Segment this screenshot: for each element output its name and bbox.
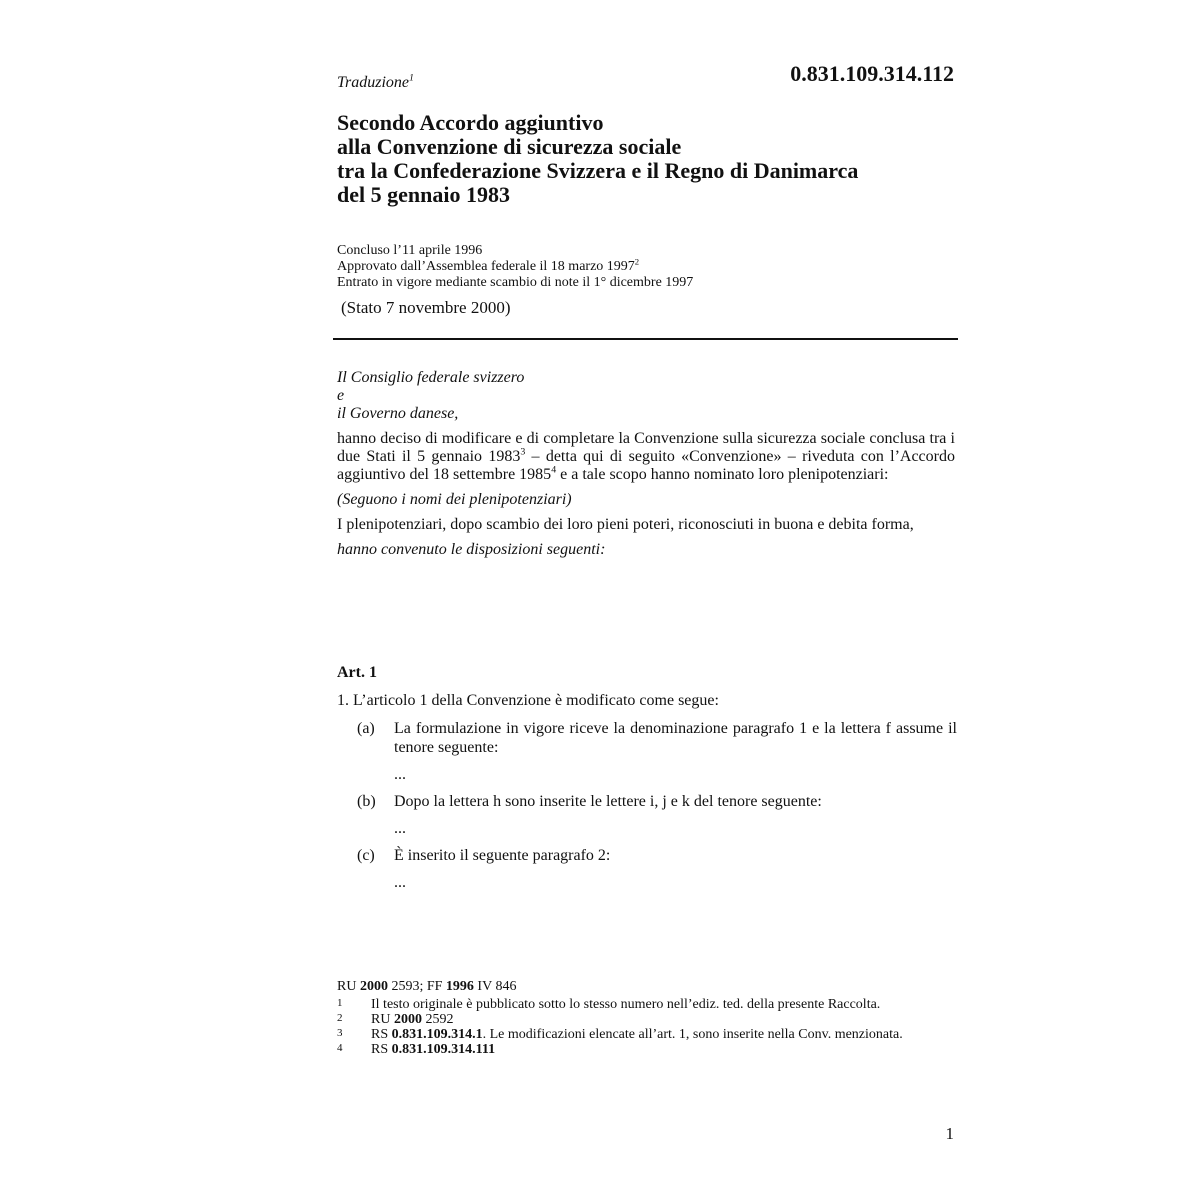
approved-text: Approvato dall’Assemblea federale il 18 marzo 1997 — [337, 259, 635, 274]
footnote-ref-2[interactable]: 2 — [634, 256, 640, 267]
ref-ru-year: 2000 — [359, 979, 388, 994]
footnote-number: 1 — [337, 997, 343, 1009]
footnote-text: RS — [371, 1027, 392, 1042]
footnote-ref-link[interactable]: 0.831.109.314.1 — [391, 1027, 483, 1042]
page-number: 1 — [945, 1124, 954, 1143]
footnotes — [337, 979, 937, 1057]
official-reference — [337, 979, 937, 994]
footnote-ref-1[interactable]: 1 — [409, 72, 414, 84]
article-1 — [337, 663, 957, 892]
title-line-1: Secondo Accordo aggiuntivo — [337, 110, 604, 135]
item-ellipsis: ... — [394, 766, 406, 783]
party-swiss: Il Consiglio federale svizzero — [337, 369, 525, 386]
footnote-ref-link[interactable]: 0.831.109.314.111 — [391, 1042, 496, 1057]
item-label: (b) — [357, 793, 376, 810]
approved-date — [337, 256, 693, 275]
footnote-ref-link[interactable]: 2000 — [393, 1012, 422, 1027]
preamble-decision — [337, 430, 955, 484]
footnote-ref-3[interactable]: 3 — [520, 446, 526, 458]
item-text: Dopo la lettera h sono inserite le lettere i, j e k del tenore seguente: — [394, 793, 822, 810]
title-line-3: tra la Confederazione Svizzera e il Regno di Danimarca — [337, 158, 859, 183]
article-title: Art. 1 — [337, 664, 377, 681]
article-intro: 1. L’articolo 1 della Convenzione è modificato come segue: — [337, 692, 719, 709]
article-item-a — [357, 719, 957, 757]
concluded-date: Concluso l’11 aprile 1996 — [337, 243, 483, 258]
in-force-date: Entrato in vigore mediante scambio di note il 1° dicembre 1997 — [337, 275, 694, 290]
footnote-2 — [337, 1012, 937, 1027]
document-metadata — [337, 243, 693, 291]
footnote-number: 3 — [337, 1027, 343, 1039]
footnote-3 — [337, 1027, 937, 1042]
translation-label — [337, 74, 414, 92]
decision-text-c: e a tale scopo hanno nominato loro plenipotenziari: — [556, 466, 889, 483]
ref-ff-year: 1996 — [445, 979, 474, 994]
item-ellipsis: ... — [394, 820, 406, 837]
item-ellipsis: ... — [394, 874, 406, 891]
decision-text-b: – detta qui di seguito «Convenzione» – riveduta con l’Accordo aggiuntivo del 18 settembre 1985 — [337, 448, 955, 483]
agreed-provisions: hanno convenuto le disposizioni seguenti: — [337, 541, 606, 558]
item-label: (a) — [357, 720, 375, 737]
footnote-1 — [337, 997, 937, 1012]
translation-text: Traduzione — [337, 74, 410, 91]
item-label: (c) — [357, 847, 375, 864]
item-text: La formulazione in vigore riceve la denominazione paragrafo 1 e la lettera f assume il tenore seguente: — [394, 720, 957, 756]
footnote-text: . Le modificazioni elencate all’art. 1, sono inserite nella Conv. menzionata. — [482, 1027, 903, 1042]
sr-number: 0.831.109.314.112 — [790, 61, 954, 86]
title-line-4: del 5 gennaio 1983 — [337, 182, 510, 207]
footnote-text: 2592 — [421, 1012, 454, 1027]
footnote-number: 4 — [337, 1042, 343, 1054]
footnote-text: RS — [371, 1042, 392, 1057]
item-text: È inserito il seguente paragrafo 2: — [394, 847, 611, 864]
plenipotentiaries-powers: I plenipotenziari, dopo scambio dei loro pieni poteri, riconosciuti in buona e debita forma, — [337, 516, 914, 533]
footnote-text: RU — [371, 1012, 394, 1027]
decision-text-a: hanno deciso di modificare e di completare la Convenzione sulla sicurezza sociale conclusa tra i due Stati il 5 gennaio 1983 — [337, 430, 955, 465]
status-date: (Stato 7 novembre 2000) — [341, 298, 511, 317]
party-danish: il Governo danese, — [337, 405, 459, 422]
preamble — [337, 369, 955, 559]
title-line-2: alla Convenzione di sicurezza sociale — [337, 134, 682, 159]
article-item-b — [357, 792, 957, 811]
footnote-4 — [337, 1042, 937, 1057]
document-title — [337, 111, 858, 207]
footnote-number: 2 — [337, 1012, 343, 1024]
footnote-text: Il testo originale è pubblicato sotto lo stesso numero nell’ediz. ted. della presente Raccolta. — [371, 997, 881, 1012]
ref-ru-label: RU — [337, 979, 360, 994]
ref-ru-page: 2593; FF — [387, 979, 446, 994]
article-item-c — [357, 846, 957, 865]
plenipotentiaries-names: (Seguono i nomi dei plenipotenziari) — [337, 491, 572, 508]
divider — [333, 338, 958, 340]
conjunction: e — [337, 387, 345, 404]
ref-ff-rest: IV 846 — [473, 979, 517, 994]
footnote-ref-4[interactable]: 4 — [551, 464, 557, 476]
